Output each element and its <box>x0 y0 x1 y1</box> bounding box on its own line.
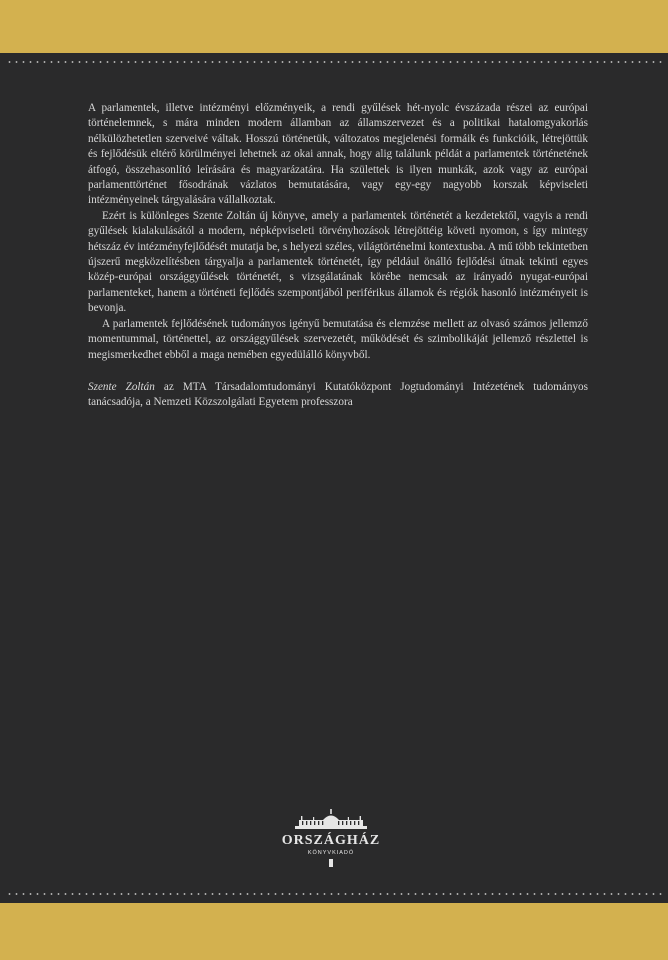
blurb <box>88 101 588 411</box>
author-bio-text: az MTA Társadalomtudományi Kutatóközpont Jogtudományi Intézetének tudományos tanácsadója, a Nemzeti Közszolgálati Egyetem professzora <box>88 380 588 409</box>
blurb-paragraph: A parlamentek fejlődésének tudományos igényű bemutatása és elemzése mellett az olvasó számos jellemző momentummal, történettel, az országgyűlések szervezetét, működését és szimbolikáját jellemző részlettel is megismerkedhet ebből a maga nemében egyedülálló könyvből. <box>88 317 588 361</box>
publisher-logo <box>276 809 386 867</box>
publisher-subtitle: KÖNYVKIADÓ <box>307 850 355 856</box>
publisher-mark <box>329 859 333 867</box>
author-name: Szente Zoltán <box>88 380 155 393</box>
back-cover <box>0 53 668 903</box>
parliament-building-icon <box>293 809 369 831</box>
blurb-paragraph: Ezért is különleges Szente Zoltán új könyve, amely a parlamentek történetét a kezdetektől, vagyis a rendi gyűlések kialakulásától a modern, népképviseleti törvényhozások létrejöttéig követi nyomon, s így mintegy hétszáz év intézményfejlődését mutatja be, s helyezi széles, világtörténelmi kontextusba. A mű több tekintetben újszerű megközelítésben tárgyalja a parlamentek történetét, így például önálló fejlődési útnak tekinti egyes közép-európai országgyűlések történetét, s vizsgálatának körébe nemcsak az irányadó nyugat-európai parlamenteket, hanem a történeti fejlődés szempontjából periférikus államok és régiók hasonló intézményeit is bevonja. <box>88 209 588 315</box>
blurb-paragraph: A parlamentek, illetve intézményi előzményeik, a rendi gyűlések hét-nyolc évszázada részei az európai történelemnek, s mára minden modern államban az államszervezet és a politikai hatalomgyakorlás nélkülözhetetlen szerveivé váltak. Hosszú történetük, változatos megjelenési formáik és funkcióik, létrejöttük és fejlődésük eltérő körülményei lehetnek az okai annak, hogy alig találunk példát a parlamentek történetének átfogó, összehasonlító leírására és magyarázatára. Ha születtek is ilyen munkák, azok vagy az európai parlamenttörténet fősodrának vázlatos bemutatására, vagy egy-egy nagyobb korszak képviseleti intézményeinek tárgyalására vállalkoztak. <box>88 102 588 207</box>
author-bio <box>88 380 588 411</box>
dotted-border-top <box>6 61 662 63</box>
publisher-name: ORSZÁGHÁZ <box>281 833 381 848</box>
dotted-border-bottom <box>6 893 662 895</box>
